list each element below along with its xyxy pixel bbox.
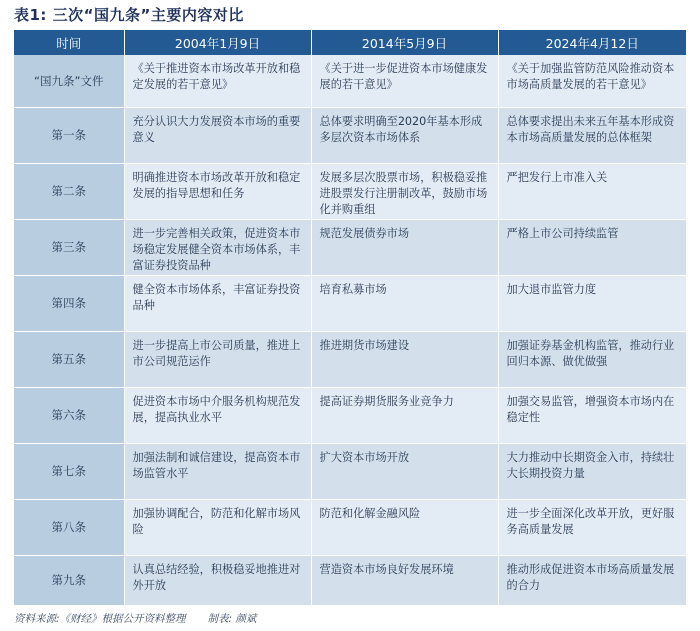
header-row — [14, 30, 686, 55]
row-label: 第一条 — [14, 107, 124, 163]
table-row — [14, 499, 686, 555]
row-label: 第六条 — [14, 387, 124, 443]
table-cell: 防范和化解金融风险 — [311, 499, 498, 555]
row-label: 第七条 — [14, 443, 124, 499]
table-cell: 促进资本市场中介服务机构规范发展，提高执业水平 — [124, 387, 311, 443]
table-cell: 加强交易监管，增强资本市场内在稳定性 — [498, 387, 686, 443]
table-cell: 营造资本市场良好发展环境 — [311, 555, 498, 605]
table-cell: 进一步完善相关政策，促进资本市场稳定发展健全资本市场体系，丰富证券投资品种 — [124, 219, 311, 275]
table-cell: 加大退市监管力度 — [498, 275, 686, 331]
table-cell: 发展多层次股票市场，积极稳妥推进股票发行注册制改革，鼓励市场化并购重组 — [311, 163, 498, 219]
row-label: 第五条 — [14, 331, 124, 387]
table-cell: 健全资本市场体系，丰富证券投资品种 — [124, 275, 311, 331]
table-row — [14, 443, 686, 499]
table-cell: 认真总结经验，积极稳妥地推进对外开放 — [124, 555, 311, 605]
table-cell: 大力推动中长期资金入市，持续壮大长期投资力量 — [498, 443, 686, 499]
table-cell: 加强法制和诚信建设，提高资本市场监管水平 — [124, 443, 311, 499]
table-row — [14, 107, 686, 163]
row-label: 第九条 — [14, 555, 124, 605]
source-note — [14, 611, 256, 626]
credit-text: 制表: 颜斌 — [207, 613, 257, 625]
table-cell: 总体要求明确至2020年基本形成多层次资本市场体系 — [311, 107, 498, 163]
table-cell: 严把发行上市准入关 — [498, 163, 686, 219]
table-row — [14, 555, 686, 605]
table-cell: 充分认识大力发展资本市场的重要意义 — [124, 107, 311, 163]
table-cell: 《关于进一步促进资本市场健康发展的若干意见》 — [311, 55, 498, 107]
table-cell: 推进期货市场建设 — [311, 331, 498, 387]
header-cell: 2024年4月12日 — [498, 30, 686, 55]
table-row — [14, 387, 686, 443]
table-cell: 加强证券基金机构监管，推动行业回归本源、做优做强 — [498, 331, 686, 387]
table-cell: 提高证券期货服务业竞争力 — [311, 387, 498, 443]
table-cell: 总体要求提出未来五年基本形成资本市场高质量发展的总体框架 — [498, 107, 686, 163]
table-cell: 加强协调配合，防范和化解市场风险 — [124, 499, 311, 555]
table-row — [14, 219, 686, 275]
table-cell: 明确推进资本市场改革开放和稳定发展的指导思想和任务 — [124, 163, 311, 219]
row-label: “国九条”文件 — [14, 55, 124, 107]
table-cell: 进一步全面深化改革开放，更好服务高质量发展 — [498, 499, 686, 555]
source-text: 资料来源:《财经》根据公开资料整理 — [14, 613, 186, 625]
table-row — [14, 55, 686, 107]
table-cell: 培育私募市场 — [311, 275, 498, 331]
table-cell: 《关于推进资本市场改革开放和稳定发展的若干意见》 — [124, 55, 311, 107]
table-row — [14, 275, 686, 331]
header-cell: 2004年1月9日 — [124, 30, 311, 55]
table-cell: 《关于加强监管防范风险推动资本市场高质量发展的若干意见》 — [498, 55, 686, 107]
row-label: 第四条 — [14, 275, 124, 331]
table-title: 表1: 三次“国九条”主要内容对比 — [14, 6, 244, 24]
row-label: 第三条 — [14, 219, 124, 275]
row-label: 第八条 — [14, 499, 124, 555]
header-cell: 时间 — [14, 30, 124, 55]
header-cell: 2014年5月9日 — [311, 30, 498, 55]
table-cell: 扩大资本市场开放 — [311, 443, 498, 499]
table-cell: 严格上市公司持续监管 — [498, 219, 686, 275]
table-cell: 规范发展债券市场 — [311, 219, 498, 275]
comparison-table — [14, 30, 686, 606]
table-cell: 推动形成促进资本市场高质量发展的合力 — [498, 555, 686, 605]
table-row — [14, 163, 686, 219]
table-row — [14, 331, 686, 387]
row-label: 第二条 — [14, 163, 124, 219]
table-cell: 进一步提高上市公司质量，推进上市公司规范运作 — [124, 331, 311, 387]
